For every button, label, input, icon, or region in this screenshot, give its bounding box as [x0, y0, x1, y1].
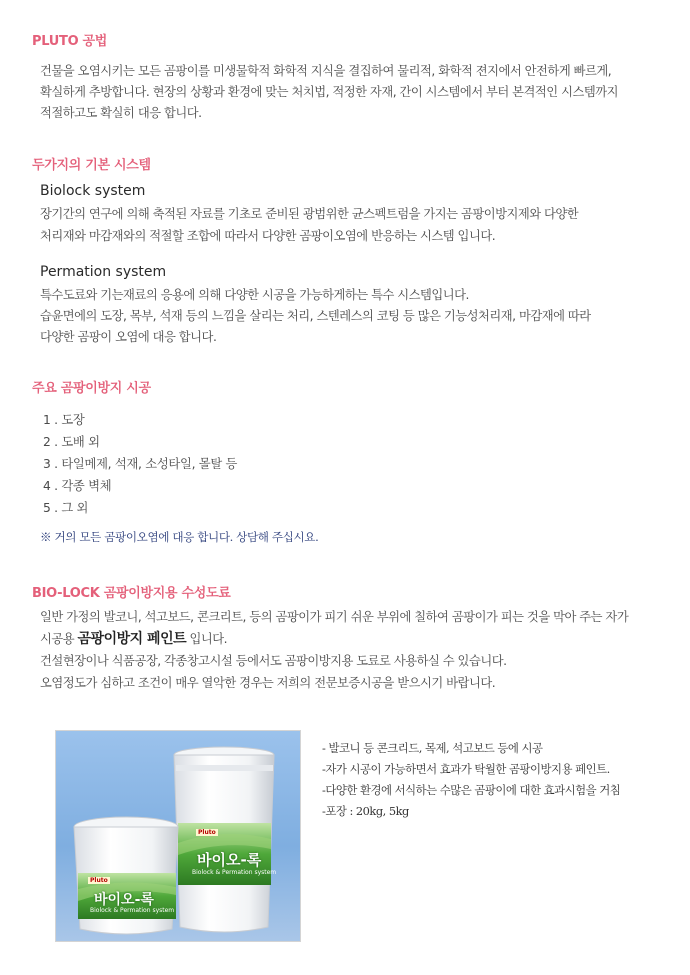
- biolock-line-1: 장기간의 연구에 의해 축적된 자료를 기초로 준비된 광범위한 균스펙트럼을 가지는 곰팡이방지제와 다양한: [40, 207, 579, 221]
- line2-suffix: 입니다.: [186, 632, 228, 646]
- list-item: -포장 : 20kg, 5kg: [322, 804, 409, 818]
- section-title-pluto: PLUTO 공법: [32, 34, 108, 49]
- large-bucket-brand: Pluto: [198, 829, 216, 836]
- section-title-construction: 주요 곰팡이방지 시공: [32, 381, 151, 396]
- list-item: 3 . 타일메제, 석재, 소성타일, 몰탈 등: [43, 457, 238, 471]
- pluto-line-1: 건물을 오염시키는 모든 곰팡이를 미생물학적 화학적 지식을 결집하여 물리적, 화학적 젼지에서 안전하게 빠르게,: [40, 64, 612, 78]
- large-bucket-sublabel: Biolock & Permation system: [192, 869, 277, 876]
- large-bucket-label: 바이오-록: [197, 851, 262, 869]
- small-bucket-sublabel: Biolock & Permation system: [90, 907, 175, 914]
- consultation-note: ※ 거의 모든 곰팡이오염에 대응 합니다. 상담해 주십시요.: [40, 530, 319, 544]
- biolock-paint-line-3: 건설현장이나 식품공장, 각종창고시설 등에서도 곰팡이방지용 도료로 사용하실 수 있습니다.: [40, 654, 507, 668]
- product-photo: [55, 730, 301, 942]
- biolock-system-title: Biolock system: [40, 183, 146, 199]
- permation-line-3: 다양한 곰팡이 오염에 대응 합니다.: [40, 330, 217, 344]
- product-feature-list: [322, 738, 620, 822]
- small-bucket-brand: Pluto: [90, 877, 108, 884]
- list-item: -자가 시공이 가능하면서 효과가 탁월한 곰팡이방지용 페인트.: [322, 762, 610, 776]
- biolock-paint-line-4: 오염정도가 심하고 조건이 매우 열악한 경우는 저희의 전문보증시공을 받으시기 바랍니다.: [40, 676, 496, 690]
- biolock-paint-line-2: [40, 629, 227, 650]
- list-item: - 발코니 등 콘크리드, 목제, 석고보드 등에 시공: [322, 741, 543, 755]
- pluto-line-2: 확실하게 추방합니다. 현장의 상황과 환경에 맞는 처치법, 적정한 자재, 간이 시스템에서 부터 본격적인 시스템까지: [40, 85, 618, 99]
- section-title-systems: 두가지의 기본 시스템: [32, 158, 151, 173]
- list-item: 1 . 도장: [43, 413, 85, 427]
- biolock-paint-line-1: 일반 가정의 발코니, 석고보드, 콘크리트, 등의 곰팡이가 피기 쉬운 부위에 칠하여 곰팡이가 피는 것을 막아 주는 자가: [40, 610, 629, 624]
- line2-prefix: 시공용: [40, 632, 78, 646]
- permation-line-1: 특수도료와 기는재료의 응용에 의해 다양한 시공을 가능하게하는 특수 시스템입니다.: [40, 288, 469, 302]
- pluto-line-3: 적절하고도 확실히 대응 합니다.: [40, 106, 202, 120]
- small-bucket-label: 바이오-록: [94, 892, 154, 908]
- biolock-line-2: 처리재와 마감재와의 적절할 조합에 따라서 다양한 곰팡이오염에 반응하는 시스템 입니다.: [40, 229, 496, 243]
- permation-line-2: 습윤면에의 도장, 목부, 석재 등의 느낌을 살리는 처리, 스텐레스의 코팅 등 많은 기능성처리재, 마감재에 따라: [40, 309, 591, 323]
- list-item: 5 . 그 외: [43, 501, 89, 515]
- emphasis-paint: 곰팡이방지 페인트: [77, 631, 187, 647]
- section-title-biolock-paint: BIO-LOCK 곰팡이방지용 수성도료: [32, 586, 231, 601]
- list-item: -다양한 환경에 서식하는 수많은 곰팡이에 대한 효과시험을 거침: [322, 783, 621, 797]
- list-item: 4 . 각종 벽체: [43, 479, 112, 493]
- list-item: 2 . 도배 외: [43, 435, 100, 449]
- permation-system-title: Permation system: [40, 264, 167, 280]
